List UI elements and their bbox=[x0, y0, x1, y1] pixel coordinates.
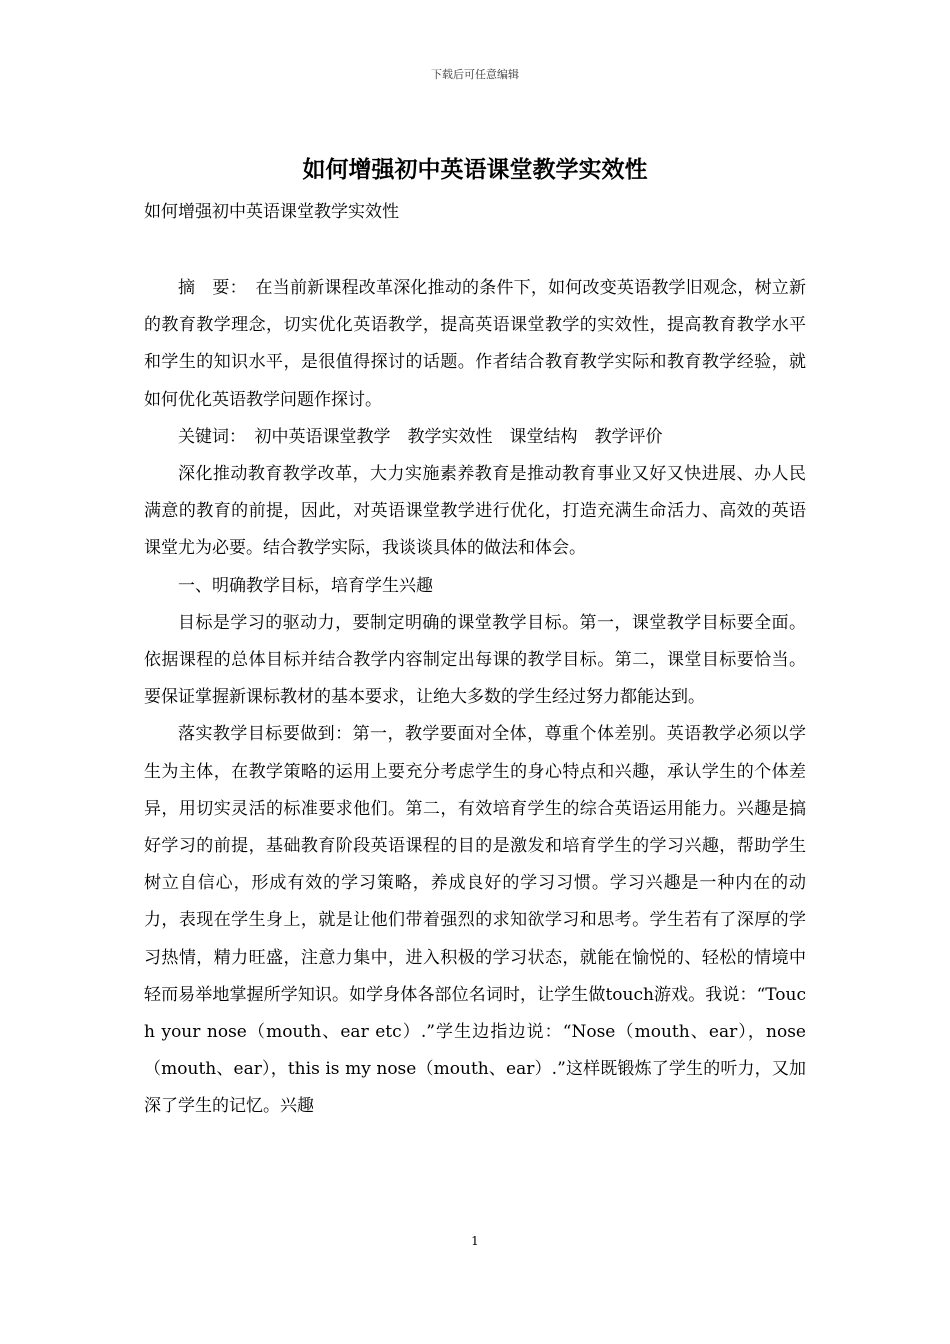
section-heading-1: 一、明确教学目标，培育学生兴趣 bbox=[178, 575, 433, 596]
document-body bbox=[144, 270, 806, 1126]
page-number: 1 bbox=[471, 1234, 479, 1248]
intro-paragraph: 深化推动教育教学改革，大力实施素养教育是推动教育事业又好又快进展、办人民满意的教育的前提，因此，对英语课堂教学进行优化，打造充满生命活力、高效的英语课堂尤为必要。结合教学实际，我谈谈具体的做法和体会。 bbox=[144, 464, 806, 559]
body-paragraph: 目标是学习的驱动力，要制定明确的课堂教学目标。第一，课堂教学目标要全面。依据课程的总体目标并结合教学内容制定出每课的教学目标。第二，课堂目标要恰当。要保证掌握新课标教材的基本要求，让绝大多数的学生经过努力都能达到。 bbox=[144, 612, 806, 708]
keywords-paragraph: 关键词： 初中英语课堂教学 教学实效性 课堂结构 教学评价 bbox=[178, 426, 663, 447]
abstract-paragraph: 摘 要： 在当前新课程改革深化推动的条件下，如何改变英语教学旧观念，树立新的教育教学理念，切实优化英语教学，提高英语课堂教学的实效性，提高教育教学水平和学生的知识水平，是很值得探讨的话题。作者结合教育教学实际和教育教学经验，就如何优化英语教学问题作探讨。 bbox=[144, 278, 806, 410]
document-subtitle: 如何增强初中英语课堂教学实效性 bbox=[144, 202, 399, 222]
page-header-note: 下载后可任意编辑 bbox=[431, 68, 519, 81]
document-title: 如何增强初中英语课堂教学实效性 bbox=[302, 156, 648, 183]
body-paragraph: 落实教学目标要做到：第一，教学要面对全体，尊重个体差别。英语教学必须以学生为主体，在教学策略的运用上要充分考虑学生的身心特点和兴趣，承认学生的个体差异，用切实灵活的标准要求他们。第二，有效培育学生的综合英语运用能力。兴趣是搞好学习的前提，基础教育阶段英语课程的目的是激发和培育学生的学习兴趣，帮助学生树立自信心，形成有效的学习策略，养成良好的学习习惯。学习兴趣是一种内在的动力，表现在学生身上，就是让他们带着强烈的求知欲学习和思考。学生若有了深厚的学习热情，精力旺盛，注意力集中，进入积极的学习状态，就能在愉悦的、轻松的情境中轻而易举地掌握所学知识。如学身体各部位名词时，让学生做touch游戏。我说：“Touch your nose（mouth、ear etc）.”学生边指边说：“Nose（mouth、ear），nose（mouth、ear），this is my nose（mouth、ear）.”这样既锻炼了学生的听力，又加深了学生的记忆。兴趣 bbox=[144, 724, 806, 1117]
